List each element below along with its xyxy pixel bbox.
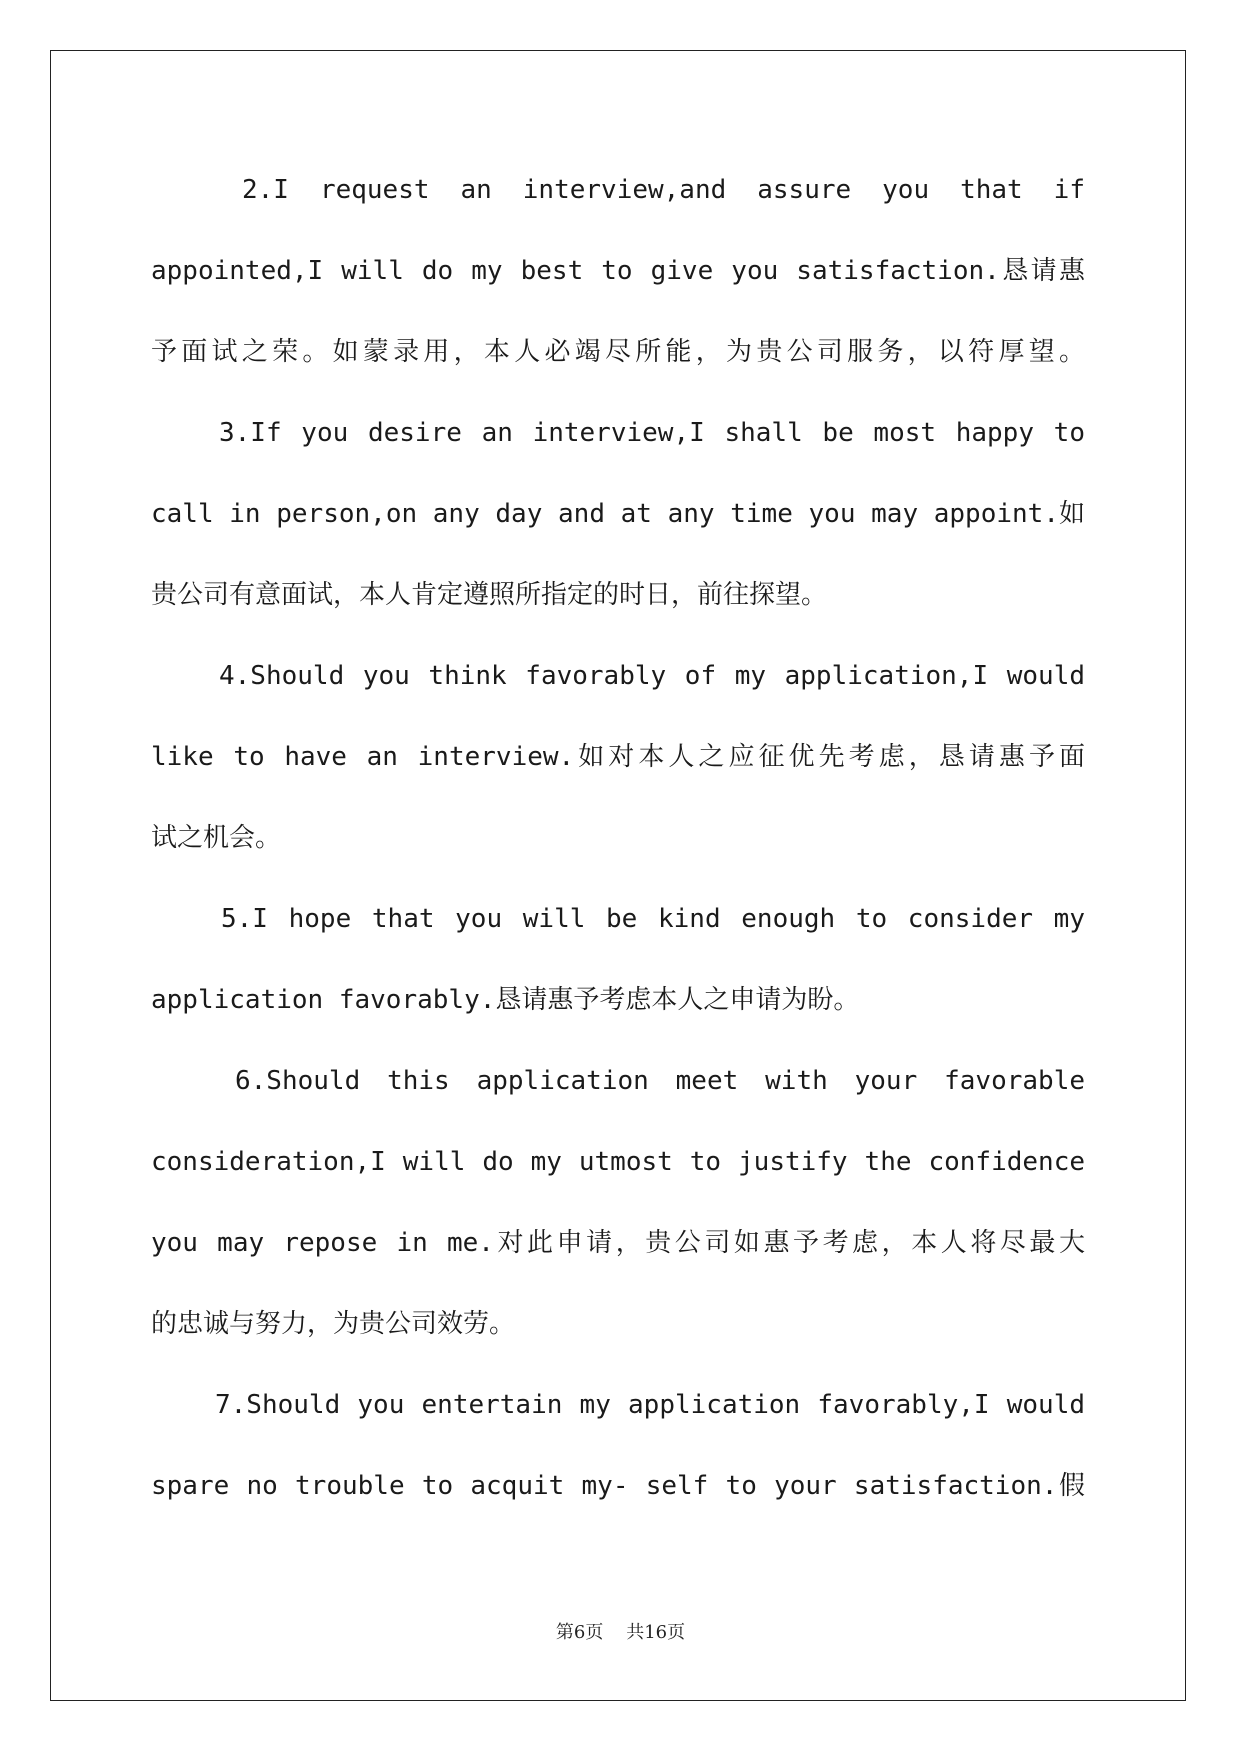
paragraph-7-line-1: 7.Should you entertain my application favorably,I would [215,1390,1085,1420]
paragraph-2-line-1: 2.I request an interview,and assure you that if [242,175,1085,205]
paragraph-3-line-1: 3.If you desire an interview,I shall be most happy to [219,418,1085,448]
page-number: 第6页 [555,1622,604,1643]
paragraph-5-line-1: 5.I hope that you will be kind enough to consider my [221,904,1085,934]
paragraph-2-line-3: 予面试之荣。如蒙录用，本人必竭尽所能，为贵公司服务，以符厚望。 [151,337,1085,367]
paragraph-6-line-1: 6.Should this application meet with your favorable [235,1066,1085,1096]
page-total: 共16页 [626,1622,686,1643]
paragraph-6-line-2: consideration,I will do my utmost to justify the confidence [151,1147,1085,1177]
paragraph-7-line-2: spare no trouble to acquit my- self to your satisfaction.假 [151,1471,1085,1501]
paragraph-3-line-2: call in person,on any day and at any time you may appoint.如 [151,499,1085,529]
document-body [151,150,1085,1527]
paragraph-2-line-2: appointed,I will do my best to give you satisfaction.恳请惠 [151,256,1085,286]
paragraph-6-line-3: you may repose in me.对此申请，贵公司如惠予考虑，本人将尽最大 [151,1228,1085,1258]
paragraph-3-line-3: 贵公司有意面试，本人肯定遵照所指定的时日，前往探望。 [151,580,828,610]
paragraph-6-line-4: 的忠诚与努力，为贵公司效劳。 [151,1309,516,1339]
page-footer [0,1618,1241,1644]
paragraph-4-line-2: like to have an interview.如对本人之应征优先考虑，恳请惠予面 [151,742,1085,772]
paragraph-5-line-2: application favorably.恳请惠予考虑本人之申请为盼。 [151,985,860,1015]
paragraph-4-line-1: 4.Should you think favorably of my application,I would [219,661,1085,691]
paragraph-4-line-3: 试之机会。 [151,823,282,853]
